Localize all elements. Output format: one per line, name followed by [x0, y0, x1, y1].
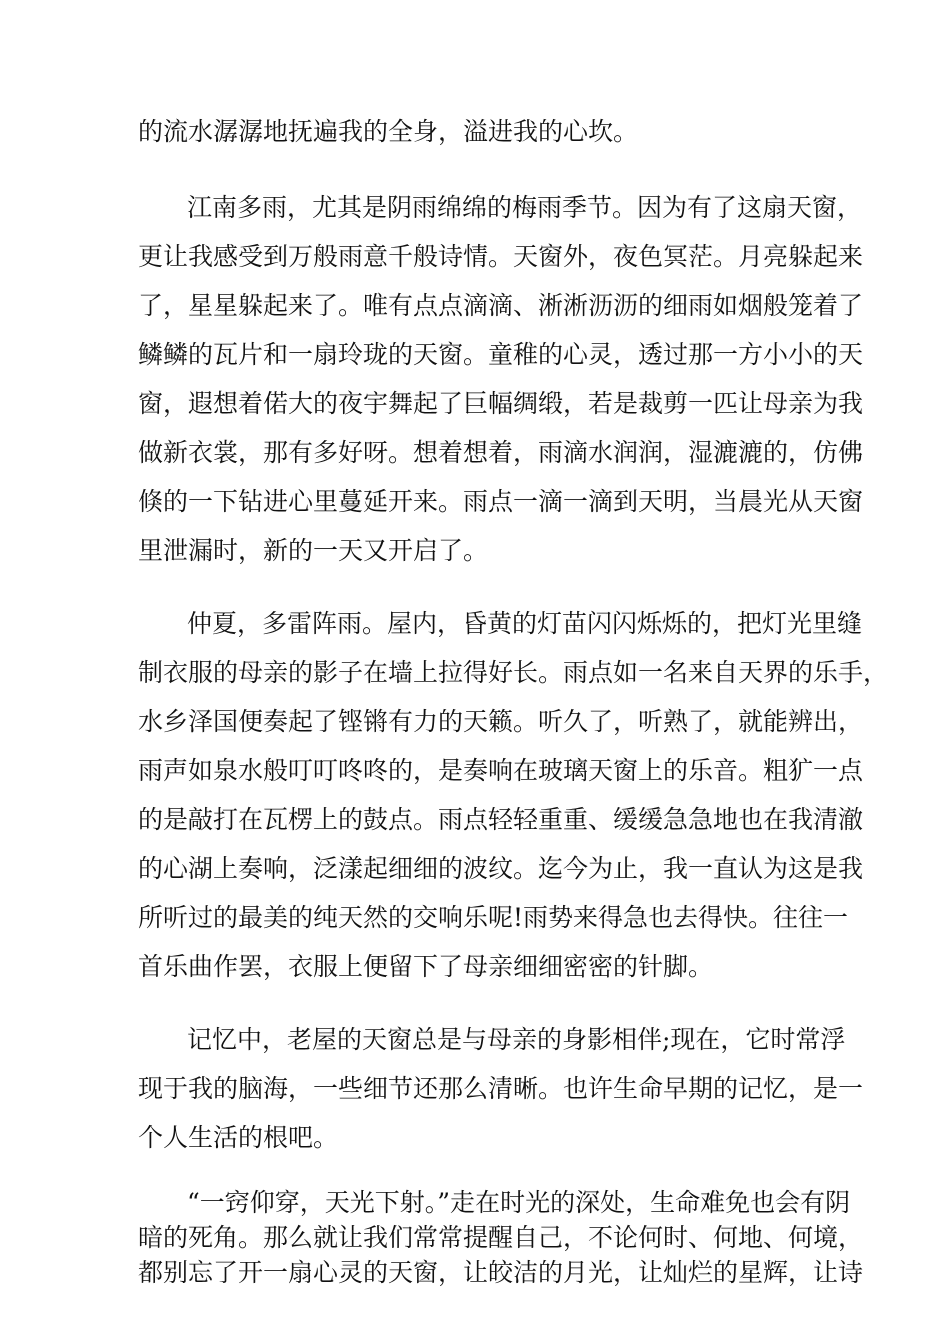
text-line: “一窍仰穿，天光下射。”走在时光的深处，生命难免也会有阴 [187, 1188, 851, 1217]
text-line: 的流水潺潺地抚遍我的全身，溢进我的心坎。 [138, 117, 639, 146]
text-line: 首乐曲作罢，衣服上便留下了母亲细细密密的针脚。 [138, 952, 714, 981]
text-line: 水乡泽国便奏起了铿锵有力的天籁。听久了，听熟了，就能辨出， [138, 707, 864, 736]
text-line: 做新衣裳，那有多好呀。想着想着，雨滴水润润，湿漉漉的，仿佛 [138, 438, 864, 467]
text-line: 个人生活的根吧。 [138, 1123, 339, 1152]
text-line: 所听过的最美的纯天然的交响乐呢!雨势来得急也去得快。往往一 [138, 903, 849, 932]
text-line: 鳞鳞的瓦片和一扇玲珑的天窗。童稚的心灵，透过那一方小小的天 [138, 340, 864, 369]
text-line: 都别忘了开一扇心灵的天窗，让皎洁的月光，让灿烂的星辉，让诗 [138, 1258, 864, 1287]
text-line: 的是敲打在瓦楞上的鼓点。雨点轻轻重重、缓缓急急地也在我清澈 [138, 805, 864, 834]
text-line: 现于我的脑海，一些细节还那么清晰。也许生命早期的记忆，是一 [138, 1074, 864, 1103]
text-line: 制衣服的母亲的影子在墙上拉得好长。雨点如一名来自天界的乐手， [138, 658, 889, 687]
text-line: 里泄漏时，新的一天又开启了。 [138, 536, 489, 565]
text-line: 记忆中，老屋的天窗总是与母亲的身影相伴;现在，它时常浮 [187, 1025, 846, 1054]
text-line: 暗的死角。那么就让我们常常提醒自己，不论何时、何地、何境， [138, 1223, 864, 1252]
text-line: 更让我感受到万般雨意千般诗情。天窗外，夜色冥茫。月亮躲起来 [138, 242, 864, 271]
text-line: 江南多雨，尤其是阴雨绵绵的梅雨季节。因为有了这扇天窗， [187, 193, 863, 222]
text-line: 的心湖上奏响，泛漾起细细的波纹。迄今为止，我一直认为这是我 [138, 854, 864, 883]
text-line: 了，星星躲起来了。唯有点点滴滴、淅淅沥沥的细雨如烟般笼着了 [138, 291, 864, 320]
text-line: 仲夏，多雷阵雨。屋内，昏黄的灯苗闪闪烁烁的，把灯光里缝 [187, 609, 863, 638]
text-line: 雨声如泉水般叮叮咚咚的，是奏响在玻璃天窗上的乐音。粗犷一点 [138, 756, 864, 785]
text-line: 倏的一下钻进心里蔓延开来。雨点一滴一滴到天明，当晨光从天窗 [138, 487, 864, 516]
text-line: 窗，遐想着偌大的夜宇舞起了巨幅绸缎，若是裁剪一匹让母亲为我 [138, 389, 864, 418]
